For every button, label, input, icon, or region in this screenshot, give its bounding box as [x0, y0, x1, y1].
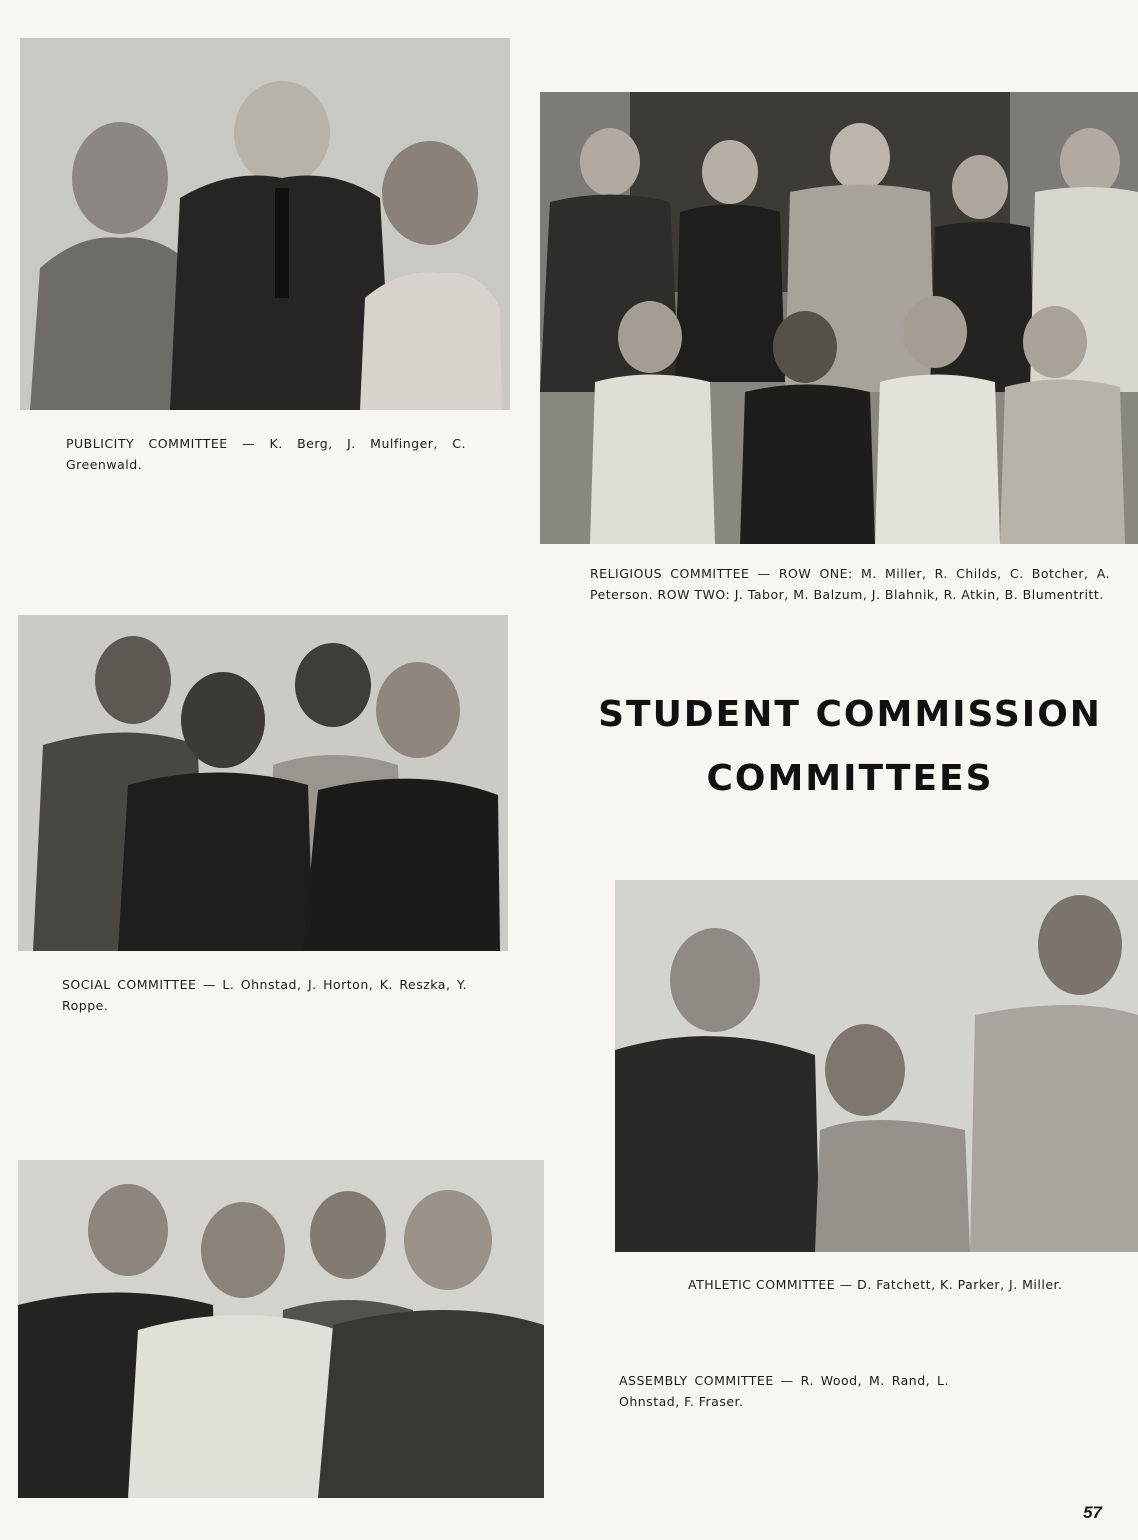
religious-caption: RELIGIOUS COMMITTEE — ROW ONE: M. Miller, R. Childs, C. Botcher, A. Peterson. ROW TWO: J. Tabor, M. Balzum, J. Blahnik, R. Atkin, B. Blumentritt.	[590, 566, 1110, 602]
page-number: 57	[1083, 1503, 1102, 1522]
social-committee-photo	[18, 615, 508, 951]
publicity-committee-photo	[20, 38, 510, 410]
religious-committee-photo	[540, 92, 1138, 544]
page-title-line2: COMMITTEES	[706, 758, 994, 799]
athletic-committee-photo	[615, 880, 1138, 1252]
social-caption: SOCIAL COMMITTEE — L. Ohnstad, J. Horton, K. Reszka, Y. Roppe.	[62, 977, 467, 1013]
assembly-caption: ASSEMBLY COMMITTEE — R. Wood, M. Rand, L. Ohnstad, F. Fraser.	[619, 1373, 949, 1409]
athletic-caption: ATHLETIC COMMITTEE — D. Fatchett, K. Parker, J. Miller.	[688, 1277, 1063, 1292]
page-title-line1: STUDENT COMMISSION	[598, 694, 1102, 735]
assembly-committee-photo	[18, 1160, 544, 1498]
publicity-caption: PUBLICITY COMMITTEE — K. Berg, J. Mulfinger, C. Greenwald.	[66, 436, 466, 472]
